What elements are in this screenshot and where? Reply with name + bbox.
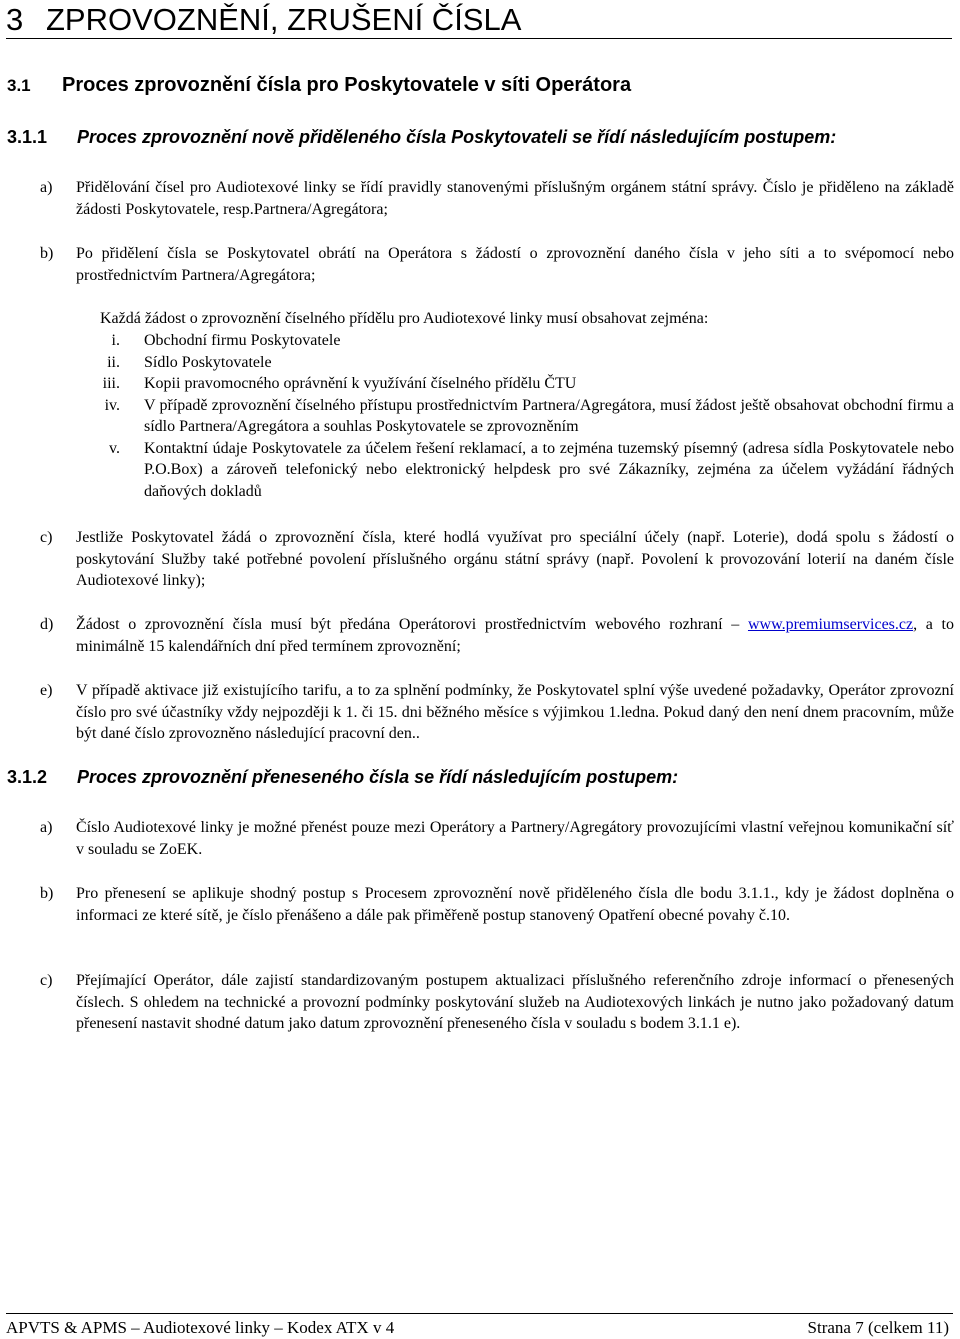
list-item-label: b): [40, 245, 54, 262]
list-item: [40, 883, 954, 926]
requirement-text: Kontaktní údaje Poskytovatele za účelem řešení reklamací, a to zejména tuzemský písemný (adresa sídla Poskytovatele nebo P.O.Box) a zároveň telefonický nebo elektronický helpdesk pro své Zákazníky, zejména za účelem vyžádání řádných daňových dokladů: [144, 439, 954, 500]
section-heading: [7, 71, 631, 100]
list-item: [40, 680, 954, 745]
list-item: [40, 817, 954, 860]
requirement-text: Kopii pravomocného oprávnění k využívání číselného přídělu ČTU: [144, 375, 577, 392]
list-item-label: e): [40, 682, 53, 699]
requirement-number: iv.: [104, 396, 120, 414]
list-item-text: Jestliže Poskytovatel žádá o zprovoznění čísla, které hodlá využívat pro speciální účely (např. Loterie), dodá spolu s žádostí o poskytování Služby také potřebné povolení příslušného orgánu státní správy (např. Povolení k provozování loterií na daném čísle Audiotexové linky);: [76, 529, 954, 589]
list-item-text: V případě aktivace již existujícího tarifu, a to za splnění podmínky, že Poskytovatel splní výše uvedené požadavky, Operátor zprovozní číslo pro své účastníky vždy nejpozději k 1. či 15. dni běžného měsíce s výjimkou 1.ledna. Pokud daný den není dnem pracovním, může být dané číslo zprovozněno následující pracovní den..: [76, 682, 954, 742]
subsection-number: 3.1.1: [7, 127, 48, 147]
page-footer: [6, 1313, 953, 1339]
list-item-label: d): [40, 616, 54, 633]
list-item-text: Přidělování čísel pro Audiotexové linky se řídí pravidly stanovenými příslušným orgánem státní správy. Číslo je přiděleno na základě žádosti Poskytovatele, resp.Partnera/Agregátora;: [76, 179, 954, 218]
footer-document-title: APVTS & APMS – Audiotexové linky – Kodex ATX v 4: [6, 1318, 395, 1337]
item-d-text-before: Žádost o zprovoznění čísla musí být předána Operátorovi prostřednictvím webového rozhraní –: [76, 616, 748, 633]
requirements-intro: Každá žádost o zprovoznění číselného přídělu pro Audiotexové linky musí obsahovat zejména:: [100, 310, 709, 327]
list-item-text: Po přidělení čísla se Poskytovatel obrátí na Operátora s žádostí o zprovoznění daného čísla v jeho síti a to svépomocí nebo prostřednictvím Partnera/Agregátora;: [76, 245, 954, 284]
subsection-heading-2: [7, 764, 678, 790]
list-item: [40, 527, 954, 592]
list-item-label: b): [40, 885, 54, 902]
list-item: [40, 614, 954, 657]
list-item: [40, 243, 954, 286]
list-item: [40, 177, 954, 220]
section-number: 3.1: [7, 76, 31, 95]
list-item: [40, 970, 954, 1035]
requirement-number: v.: [109, 439, 120, 457]
requirement-item: [80, 395, 954, 438]
requirement-text: Obchodní firmu Poskytovatele: [144, 332, 341, 349]
subsection-number: 3.1.2: [7, 767, 48, 787]
requirement-number: iii.: [102, 375, 120, 392]
subsection-title: Proces zprovoznění přeneseného čísla se řídí následujícím postupem:: [77, 767, 679, 787]
requirement-number: i.: [111, 332, 120, 349]
list-item-text: [76, 614, 954, 657]
footer-page-number: Strana 7 (celkem 11): [807, 1318, 949, 1337]
subsection-heading-1: [7, 124, 836, 150]
chapter-heading: [6, 2, 952, 39]
requirements-list: [80, 330, 954, 502]
requirement-text: V případě zprovoznění číselného přístupu prostřednictvím Partnera/Agregátora, musí žádost ještě obsahovat obchodní firmu a sídlo Partnera/Agregátora a souhlas Poskytovatele se zprovozněním: [144, 396, 954, 435]
premiumservices-link[interactable]: www.premiumservices.cz: [747, 616, 914, 633]
requirement-text: Sídlo Poskytovatele: [144, 353, 272, 371]
requirement-item: [80, 330, 954, 352]
list-item-text: Pro přenesení se aplikuje shodný postup s Procesem zprovoznění nově přiděleného čísla dle bodu 3.1.1., kdy je žádost doplněna o informaci ze které sítě, je číslo přenášeno a dále pak přiměřeně postup stanovený Opatření obecné povahy č.10.: [76, 885, 954, 924]
requirement-item: [80, 352, 954, 374]
list-item-text: Číslo Audiotexové linky je možné přenést pouze mezi Operátory a Partnery/Agregátory provozujícími vlastní veřejnou komunikační síť v souladu se ZoEK.: [76, 819, 954, 858]
list-item-label: c): [40, 529, 53, 546]
list-item-label: c): [40, 972, 53, 989]
section-title: Proces zprovoznění čísla pro Poskytovatele v síti Operátora: [62, 74, 632, 96]
list-item-label: a): [40, 179, 53, 196]
chapter-number: 3: [6, 2, 24, 37]
requirement-item: [80, 438, 954, 503]
subsection-title: Proces zprovoznění nově přiděleného čísla Poskytovateli se řídí následujícím postupem:: [77, 127, 837, 147]
requirement-number: ii.: [107, 353, 120, 371]
list-item-text: Přejímající Operátor, dále zajistí standardizovaným postupem aktualizaci příslušného referenčního zdroje informací o přenesených číslech. S ohledem na technické a provozní podmínky poskytování služeb na Audiotexových linkách je nutno jako požadovaný datum přenesení nastavit shodné datum jako datum zprovoznění přeneseného čísla v souladu s bodem 3.1.1 e).: [76, 972, 954, 1032]
requirement-item: [80, 373, 954, 395]
item-d-text-after: , a to minimálně 15 kalendářních dní před termínem zprovoznění;: [76, 616, 954, 655]
chapter-title: ZPROVOZNĚNÍ, ZRUŠENÍ ČÍSLA: [46, 2, 522, 37]
list-item-label: a): [40, 819, 53, 836]
